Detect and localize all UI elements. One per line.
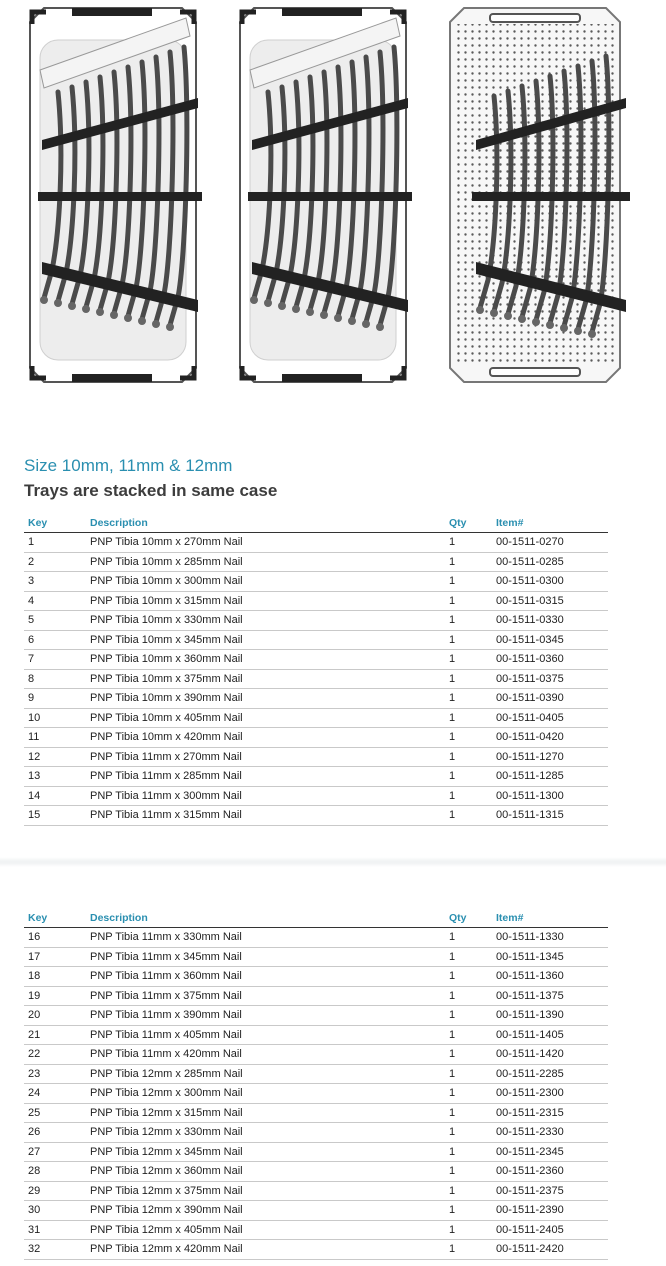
tray-3-illustration — [450, 8, 630, 382]
table-row — [24, 552, 608, 572]
cell-description: PNP Tibia 11mm x 360mm Nail — [86, 967, 445, 987]
cell-qty: 1 — [445, 1064, 492, 1084]
table-row — [24, 806, 608, 826]
cell-item: 00-1511-2375 — [492, 1181, 608, 1201]
cell-qty: 1 — [445, 1201, 492, 1221]
cell-key: 13 — [24, 767, 86, 787]
cell-description: PNP Tibia 10mm x 300mm Nail — [86, 572, 445, 592]
cell-description: PNP Tibia 12mm x 405mm Nail — [86, 1220, 445, 1240]
cell-qty: 1 — [445, 1220, 492, 1240]
table-row — [24, 1220, 608, 1240]
cell-description: PNP Tibia 12mm x 285mm Nail — [86, 1064, 445, 1084]
table-row — [24, 1103, 608, 1123]
cell-description: PNP Tibia 10mm x 270mm Nail — [86, 533, 445, 553]
cell-description: PNP Tibia 12mm x 345mm Nail — [86, 1142, 445, 1162]
cell-qty: 1 — [445, 591, 492, 611]
cell-key: 15 — [24, 806, 86, 826]
cell-key: 21 — [24, 1025, 86, 1045]
table-header-row — [24, 514, 608, 533]
table-row — [24, 533, 608, 553]
cell-item: 00-1511-1375 — [492, 986, 608, 1006]
stack-note: Trays are stacked in same case — [24, 481, 278, 500]
table-row — [24, 1025, 608, 1045]
cell-qty: 1 — [445, 552, 492, 572]
cell-item: 00-1511-1300 — [492, 786, 608, 806]
cell-qty: 1 — [445, 533, 492, 553]
cell-key: 27 — [24, 1142, 86, 1162]
cell-key: 8 — [24, 669, 86, 689]
cell-item: 00-1511-2390 — [492, 1201, 608, 1221]
cell-description: PNP Tibia 10mm x 360mm Nail — [86, 650, 445, 670]
table-row — [24, 967, 608, 987]
cell-description: PNP Tibia 12mm x 360mm Nail — [86, 1162, 445, 1182]
table-row — [24, 1064, 608, 1084]
cell-item: 00-1511-2360 — [492, 1162, 608, 1182]
cell-item: 00-1511-0420 — [492, 728, 608, 748]
cell-qty: 1 — [445, 947, 492, 967]
cell-qty: 1 — [445, 630, 492, 650]
cell-item: 00-1511-1270 — [492, 747, 608, 767]
cell-description: PNP Tibia 11mm x 285mm Nail — [86, 767, 445, 787]
cell-qty: 1 — [445, 1142, 492, 1162]
table-row — [24, 786, 608, 806]
cell-item: 00-1511-0315 — [492, 591, 608, 611]
table-row — [24, 747, 608, 767]
cell-key: 26 — [24, 1123, 86, 1143]
cell-key: 22 — [24, 1045, 86, 1065]
col-description-header: Description — [86, 909, 445, 928]
cell-item: 00-1511-0300 — [492, 572, 608, 592]
cell-key: 20 — [24, 1006, 86, 1026]
cell-description: PNP Tibia 12mm x 420mm Nail — [86, 1240, 445, 1260]
cell-qty: 1 — [445, 1162, 492, 1182]
cell-description: PNP Tibia 12mm x 300mm Nail — [86, 1084, 445, 1104]
col-key-header: Key — [24, 514, 86, 533]
cell-key: 4 — [24, 591, 86, 611]
cell-key: 3 — [24, 572, 86, 592]
cell-key: 14 — [24, 786, 86, 806]
cell-key: 5 — [24, 611, 86, 631]
cell-item: 00-1511-0270 — [492, 533, 608, 553]
cell-key: 19 — [24, 986, 86, 1006]
cell-item: 00-1511-1390 — [492, 1006, 608, 1026]
cell-description: PNP Tibia 12mm x 330mm Nail — [86, 1123, 445, 1143]
col-item-header: Item# — [492, 514, 608, 533]
cell-qty: 1 — [445, 689, 492, 709]
cell-qty: 1 — [445, 708, 492, 728]
table-row — [24, 1006, 608, 1026]
table-row — [24, 591, 608, 611]
cell-item: 00-1511-1315 — [492, 806, 608, 826]
cell-item: 00-1511-0360 — [492, 650, 608, 670]
cell-key: 7 — [24, 650, 86, 670]
cell-qty: 1 — [445, 611, 492, 631]
cell-description: PNP Tibia 11mm x 270mm Nail — [86, 747, 445, 767]
cell-description: PNP Tibia 12mm x 375mm Nail — [86, 1181, 445, 1201]
cell-qty: 1 — [445, 1045, 492, 1065]
cell-description: PNP Tibia 12mm x 390mm Nail — [86, 1201, 445, 1221]
cell-qty: 1 — [445, 1123, 492, 1143]
cell-item: 00-1511-1360 — [492, 967, 608, 987]
cell-item: 00-1511-1405 — [492, 1025, 608, 1045]
cell-qty: 1 — [445, 1006, 492, 1026]
cell-key: 23 — [24, 1064, 86, 1084]
cell-qty: 1 — [445, 1084, 492, 1104]
cell-key: 28 — [24, 1162, 86, 1182]
cell-qty: 1 — [445, 786, 492, 806]
table-row — [24, 669, 608, 689]
cell-qty: 1 — [445, 572, 492, 592]
table-row — [24, 728, 608, 748]
cell-description: PNP Tibia 10mm x 285mm Nail — [86, 552, 445, 572]
cell-key: 1 — [24, 533, 86, 553]
table-row — [24, 928, 608, 948]
cell-item: 00-1511-2300 — [492, 1084, 608, 1104]
table-row — [24, 650, 608, 670]
tray-2-illustration — [240, 8, 412, 382]
cell-key: 24 — [24, 1084, 86, 1104]
cell-description: PNP Tibia 11mm x 375mm Nail — [86, 986, 445, 1006]
cell-item: 00-1511-0285 — [492, 552, 608, 572]
table-row — [24, 689, 608, 709]
cell-description: PNP Tibia 11mm x 390mm Nail — [86, 1006, 445, 1026]
table-row — [24, 767, 608, 787]
tray-illustrations — [0, 0, 666, 400]
cell-description: PNP Tibia 11mm x 420mm Nail — [86, 1045, 445, 1065]
cell-item: 00-1511-1330 — [492, 928, 608, 948]
cell-description: PNP Tibia 11mm x 405mm Nail — [86, 1025, 445, 1045]
cell-description: PNP Tibia 10mm x 405mm Nail — [86, 708, 445, 728]
cell-description: PNP Tibia 11mm x 330mm Nail — [86, 928, 445, 948]
cell-item: 00-1511-2345 — [492, 1142, 608, 1162]
cell-description: PNP Tibia 11mm x 300mm Nail — [86, 786, 445, 806]
cell-key: 12 — [24, 747, 86, 767]
cell-key: 11 — [24, 728, 86, 748]
cell-key: 16 — [24, 928, 86, 948]
cell-qty: 1 — [445, 728, 492, 748]
size-heading: Size 10mm, 11mm & 12mm — [24, 456, 233, 475]
cell-key: 31 — [24, 1220, 86, 1240]
cell-qty: 1 — [445, 747, 492, 767]
cell-item: 00-1511-1345 — [492, 947, 608, 967]
cell-key: 30 — [24, 1201, 86, 1221]
parts-table-2 — [24, 909, 608, 1260]
table-row — [24, 611, 608, 631]
table-row — [24, 986, 608, 1006]
cell-qty: 1 — [445, 767, 492, 787]
cell-key: 2 — [24, 552, 86, 572]
tray-1-illustration — [30, 8, 202, 382]
cell-key: 18 — [24, 967, 86, 987]
cell-qty: 1 — [445, 1103, 492, 1123]
cell-key: 17 — [24, 947, 86, 967]
cell-description: PNP Tibia 10mm x 420mm Nail — [86, 728, 445, 748]
cell-item: 00-1511-0330 — [492, 611, 608, 631]
cell-qty: 1 — [445, 806, 492, 826]
cell-description: PNP Tibia 10mm x 390mm Nail — [86, 689, 445, 709]
cell-item: 00-1511-1420 — [492, 1045, 608, 1065]
cell-description: PNP Tibia 10mm x 330mm Nail — [86, 611, 445, 631]
cell-qty: 1 — [445, 669, 492, 689]
cell-description: PNP Tibia 10mm x 375mm Nail — [86, 669, 445, 689]
cell-item: 00-1511-2315 — [492, 1103, 608, 1123]
cell-item: 00-1511-2330 — [492, 1123, 608, 1143]
table-row — [24, 1123, 608, 1143]
cell-qty: 1 — [445, 1025, 492, 1045]
cell-item: 00-1511-0390 — [492, 689, 608, 709]
cell-qty: 1 — [445, 1240, 492, 1260]
table-row — [24, 1240, 608, 1260]
col-item-header: Item# — [492, 909, 608, 928]
cell-item: 00-1511-0345 — [492, 630, 608, 650]
col-qty-header: Qty — [445, 909, 492, 928]
cell-item: 00-1511-1285 — [492, 767, 608, 787]
cell-key: 10 — [24, 708, 86, 728]
cell-qty: 1 — [445, 928, 492, 948]
table-row — [24, 1084, 608, 1104]
cell-item: 00-1511-2405 — [492, 1220, 608, 1240]
table-row — [24, 1162, 608, 1182]
cell-qty: 1 — [445, 1181, 492, 1201]
table-row — [24, 708, 608, 728]
col-description-header: Description — [86, 514, 445, 533]
cell-description: PNP Tibia 12mm x 315mm Nail — [86, 1103, 445, 1123]
cell-key: 6 — [24, 630, 86, 650]
cell-item: 00-1511-2285 — [492, 1064, 608, 1084]
col-key-header: Key — [24, 909, 86, 928]
table-row — [24, 1045, 608, 1065]
cell-item: 00-1511-2420 — [492, 1240, 608, 1260]
col-qty-header: Qty — [445, 514, 492, 533]
table-row — [24, 1142, 608, 1162]
table-row — [24, 630, 608, 650]
table-row — [24, 1201, 608, 1221]
cell-description: PNP Tibia 10mm x 315mm Nail — [86, 591, 445, 611]
table-row — [24, 947, 608, 967]
cell-qty: 1 — [445, 986, 492, 1006]
table-header-row — [24, 909, 608, 928]
cell-description: PNP Tibia 11mm x 315mm Nail — [86, 806, 445, 826]
table-row — [24, 572, 608, 592]
parts-table-1 — [24, 514, 608, 826]
cell-item: 00-1511-0405 — [492, 708, 608, 728]
cell-key: 25 — [24, 1103, 86, 1123]
cell-item: 00-1511-0375 — [492, 669, 608, 689]
table-row — [24, 1181, 608, 1201]
cell-key: 29 — [24, 1181, 86, 1201]
cell-description: PNP Tibia 11mm x 345mm Nail — [86, 947, 445, 967]
cell-qty: 1 — [445, 967, 492, 987]
cell-key: 9 — [24, 689, 86, 709]
cell-qty: 1 — [445, 650, 492, 670]
cell-description: PNP Tibia 10mm x 345mm Nail — [86, 630, 445, 650]
page-divider — [0, 857, 666, 867]
cell-key: 32 — [24, 1240, 86, 1260]
